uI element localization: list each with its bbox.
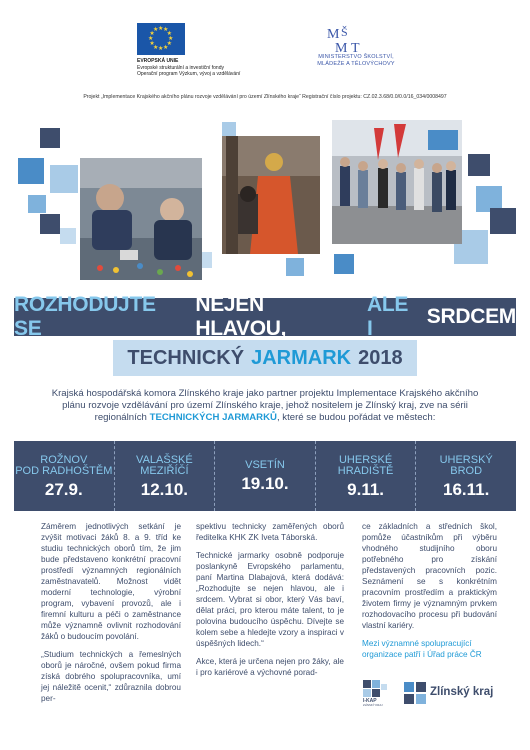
col1-paragraph-2: „Studium technických a řemeslných oborů je náročné, ovšem pokud firma získá dobrého spolupracovníka, umí jej náležitě ocenit,“ zdůraznila dobrou per- (41, 650, 181, 703)
col2-paragraph-3: Akce, která je určena nejen pro žáky, ale i pro kariérové a výchovné porad- (196, 657, 344, 677)
slogan-part-2: NEJEN HLAVOU, (195, 293, 287, 340)
city-item-vsetin (215, 441, 316, 511)
ikap-logo-subtext: ZLÍNSKÝ KRAJ (363, 703, 383, 706)
city-name-line-1: VALAŠSKÉ (136, 453, 193, 466)
ikap-logo-text: I-KAP (363, 698, 377, 704)
svg-text:M: M (335, 41, 348, 54)
city-date: 16.11. (443, 479, 490, 499)
svg-text:T: T (351, 41, 360, 54)
intro-paragraph (40, 388, 490, 424)
city-name-line-2: HRADIŠTĚ (337, 465, 394, 477)
city-name-line-2: POD RADHOŠTĚM (15, 465, 113, 477)
eu-stars-icon (137, 23, 185, 55)
msmt-logo-icon (325, 24, 373, 54)
eu-star-icon: ★ (168, 36, 174, 42)
col2-paragraph-1: spektivu technicky zaměřených oborů ředitelka KHK ZK Iveta Táborská. (196, 522, 344, 542)
eu-star-icon: ★ (149, 31, 155, 37)
city-name-line-1: VSETÍN (245, 459, 285, 472)
city-item-uhersky-brod (416, 441, 516, 511)
city-date: 9.11. (347, 479, 385, 499)
eu-star-icon: ★ (158, 26, 164, 32)
col2-paragraph-2: Technické jarmarky osobně podporuje poslankyně Evropského parlamentu, paní Martina Dlabajová, která dodává: „Rozhodujte se nejen hlavou, ale i srdcem. Vybrat si obor, který Vás baví, dělat práci, pro kterou máte talent, to je polovina budoucího úspěchu. Dívejte se kolem sebe a hledejte vzory a inspiraci v úspěšných lidech.“ (196, 551, 344, 648)
body-column-1 (41, 521, 181, 711)
eu-star-icon: ★ (158, 46, 164, 52)
body-column-2 (196, 521, 344, 685)
city-name-line-2: BROD (450, 465, 483, 477)
city-date: 12.10. (140, 479, 189, 499)
eu-line-2: Evropské strukturální a investiční fondy (137, 64, 224, 71)
col3-paragraph-2: Mezi významné spolupracující organizace patří i Úřad práce ČR (362, 639, 482, 659)
body-column-3 (362, 521, 497, 667)
cities-dates-bar (14, 441, 516, 511)
zlinsky-kraj-logo-text: Zlínský kraj (430, 686, 494, 698)
svg-text:Š: Š (341, 25, 348, 39)
slogan-part-4: SRDCEM (426, 305, 516, 328)
event-title-part-1: TECHNICKÝ (127, 346, 245, 369)
city-name-line-1: ROŽNOV (40, 453, 88, 466)
eu-star-icon: ★ (153, 44, 159, 51)
city-name-line-2: MEZIŘÍČÍ (140, 465, 189, 477)
city-name-line-1: UHERSKÉ (338, 453, 393, 466)
msmt-line-1: MINISTERSTVO ŠKOLSTVÍ, (318, 54, 394, 60)
col3-paragraph-1: ce základních a středních škol, pomůže účastníkům při výběru vhodného studijního oboru potřebného pro získání představených pracovních pozic. Seznámení se s konkrétním pracovním prostředím a praktickým životem firmy je významným prvkem rozhodovacího procesu při budování vlastní kariéry. (362, 522, 497, 630)
photo-students-robot (80, 158, 202, 280)
city-name-line-1: UHERSKÝ (439, 453, 493, 466)
photo-outdoor-event (332, 120, 462, 244)
city-date: 19.10. (241, 473, 289, 493)
eu-line-3: Operační program Výzkum, vývoj a vzdělávání (137, 71, 241, 77)
eu-star-icon: ★ (166, 41, 173, 47)
col1-paragraph-1: Záměrem jednotlivých setkání je zvýšit motivaci žáků 8. a 9. tříd ke studiu technických oborů tím, že jim bude představeno konkrétní pracovní prostředí významných regionálních zaměstnavatelů. Možnost vidět moderní technologie, výrobní program, vybavení provozů, ale i firemní kulturu a péči o zaměstnance může významně ovlivnit rozhodování žáků o budoucím povolání. (41, 522, 181, 641)
zlinsky-kraj-logo-icon (404, 682, 426, 704)
intro-text-before: Krajská hospodářská komora Zlínského kraje jako partner projektu Implementace Krajského akčního plánu rozvoje vzdělávání pro území Zlínského kraje, jehož nositelem je Zlínský kraj, zve na sérii regionálních (51, 388, 479, 423)
intro-highlight: TECHNICKÝCH JARMARKŮ (149, 412, 277, 423)
eu-star-icon: ★ (149, 41, 155, 47)
svg-text:M: M (327, 27, 340, 42)
eu-line-1: EVROPSKÁ UNIE (137, 58, 179, 64)
intro-text-after: , které se budou pořádat ve městech: (276, 412, 436, 423)
photo-robot-costume (222, 136, 320, 254)
eu-star-icon: ★ (166, 31, 173, 37)
slogan-part-3: ALE I (367, 293, 409, 340)
city-item-uherske-hradiste (316, 441, 417, 511)
msmt-line-2: MLÁDEŽE A TĚLOVÝCHOVY (317, 60, 395, 67)
eu-star-icon: ★ (163, 44, 169, 51)
ikap-logo-icon (363, 680, 389, 706)
eu-logo-text (137, 58, 297, 78)
city-date: 27.9. (44, 479, 83, 499)
event-title-banner (113, 340, 417, 376)
slogan-banner (14, 293, 516, 340)
event-title-part-2: JARMARK (251, 346, 352, 369)
eu-star-icon: ★ (163, 27, 169, 34)
eu-star-icon: ★ (153, 27, 159, 34)
project-registration-line: Projekt „Implementace Krajského akčního plánu rozvoje vzdělávání pro území Zlínského kraje“ Registrační číslo projektu: CZ.02.3.68/0.0/0.0/16_034/0008497 (83, 94, 447, 100)
slogan-part-1: ROZHODUJTE SE (14, 293, 156, 340)
city-item-roznov (14, 441, 115, 511)
event-title-year: 2018 (358, 346, 403, 369)
eu-star-icon: ★ (148, 36, 154, 42)
msmt-logo-text (306, 54, 406, 67)
city-item-valasske-mezirici (115, 441, 216, 511)
